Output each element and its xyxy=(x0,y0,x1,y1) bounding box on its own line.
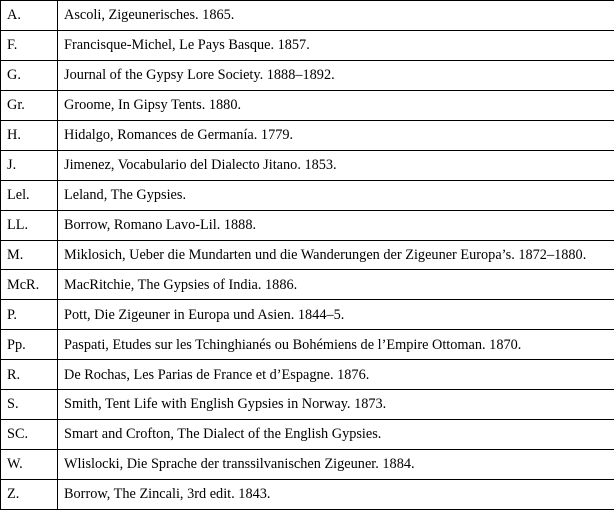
abbreviation-key: G. xyxy=(1,60,58,90)
reference-text: Groome, In Gipsy Tents. 1880. xyxy=(58,90,614,120)
reference-text: Miklosich, Ueber die Mundarten und die Wanderungen der Zigeuner Europa’s. 1872–1880. xyxy=(58,240,614,270)
abbreviation-key: McR. xyxy=(1,270,58,300)
reference-text: Journal of the Gypsy Lore Society. 1888–1892. xyxy=(58,60,614,90)
reference-text: Smith, Tent Life with English Gypsies in Norway. 1873. xyxy=(58,390,614,420)
table-row xyxy=(1,480,614,510)
reference-text: Wlislocki, Die Sprache der transsilvanischen Zigeuner. 1884. xyxy=(58,450,614,480)
abbreviation-key: P. xyxy=(1,300,58,330)
table-row xyxy=(1,450,614,480)
table-row xyxy=(1,180,614,210)
abbreviation-key: W. xyxy=(1,450,58,480)
abbreviation-key: M. xyxy=(1,240,58,270)
reference-text: MacRitchie, The Gypsies of India. 1886. xyxy=(58,270,614,300)
table-row xyxy=(1,30,614,60)
abbreviation-key: S. xyxy=(1,390,58,420)
abbreviation-key: Z. xyxy=(1,480,58,510)
abbreviation-key: Pp. xyxy=(1,330,58,360)
abbreviation-key: R. xyxy=(1,360,58,390)
reference-text: Leland, The Gypsies. xyxy=(58,180,614,210)
table-row xyxy=(1,1,614,31)
table-row xyxy=(1,120,614,150)
reference-text: Smart and Crofton, The Dialect of the English Gypsies. xyxy=(58,420,614,450)
table-row xyxy=(1,210,614,240)
reference-text: Francisque-Michel, Le Pays Basque. 1857. xyxy=(58,30,614,60)
abbreviation-key: H. xyxy=(1,120,58,150)
table-body xyxy=(1,1,614,510)
reference-text: Pott, Die Zigeuner in Europa und Asien. 1844–5. xyxy=(58,300,614,330)
abbreviation-key: Gr. xyxy=(1,90,58,120)
table-row xyxy=(1,60,614,90)
reference-text: Hidalgo, Romances de Germanía. 1779. xyxy=(58,120,614,150)
reference-text: Paspati, Etudes sur les Tchinghianés ou Bohémiens de l’Empire Ottoman. 1870. xyxy=(58,330,614,360)
abbreviation-key: SC. xyxy=(1,420,58,450)
table-row xyxy=(1,390,614,420)
reference-text: Ascoli, Zigeunerisches. 1865. xyxy=(58,1,614,31)
reference-text: Borrow, The Zincali, 3rd edit. 1843. xyxy=(58,480,614,510)
table-row xyxy=(1,300,614,330)
table-row xyxy=(1,270,614,300)
abbreviation-key: LL. xyxy=(1,210,58,240)
abbreviation-key: J. xyxy=(1,150,58,180)
table-row xyxy=(1,360,614,390)
table-row xyxy=(1,90,614,120)
abbreviation-key: A. xyxy=(1,1,58,31)
reference-text: Jimenez, Vocabulario del Dialecto Jitano. 1853. xyxy=(58,150,614,180)
table-row xyxy=(1,330,614,360)
reference-text: De Rochas, Les Parias de France et d’Espagne. 1876. xyxy=(58,360,614,390)
abbreviation-key: Lel. xyxy=(1,180,58,210)
abbreviation-key: F. xyxy=(1,30,58,60)
reference-text: Borrow, Romano Lavo-Lil. 1888. xyxy=(58,210,614,240)
table-row xyxy=(1,150,614,180)
table-row xyxy=(1,240,614,270)
table-row xyxy=(1,420,614,450)
